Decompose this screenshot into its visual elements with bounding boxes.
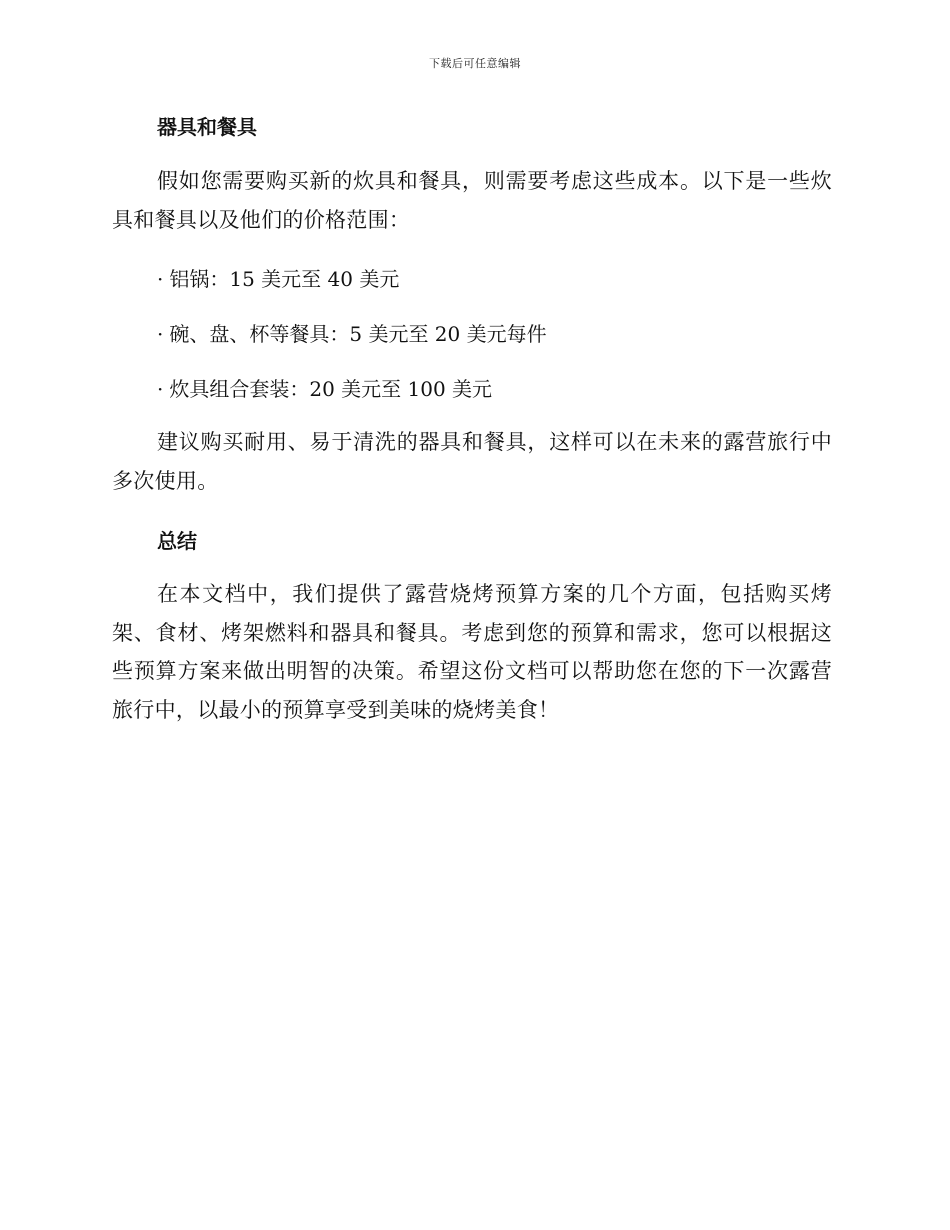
utensils-advice-paragraph: 建议购买耐用、易于清洗的器具和餐具，这样可以在未来的露营旅行中多次使用。 <box>112 430 832 493</box>
utensils-item-3 <box>112 374 832 404</box>
summary-body-block <box>112 575 832 729</box>
utensils-advice-block <box>112 423 832 500</box>
section-utensils <box>112 112 832 142</box>
utensils-item-1 <box>112 264 832 294</box>
section-title-summary: 总结 <box>157 529 197 553</box>
bullet-dot: · <box>157 322 164 346</box>
utensils-intro-block <box>112 162 832 239</box>
summary-paragraph: 在本文档中，我们提供了露营烧烤预算方案的几个方面，包括购买烤架、食材、烤架燃料和器具和餐具。考虑到您的预算和需求，您可以根据这些预算方案来做出明智的决策。希望这份文档可以帮助您在您的下一次露营旅行中，以最小的预算享受到美味的烧烤美食！ <box>112 582 832 722</box>
list-item: 炊具组合套装：20 美元至 100 美元 <box>169 377 493 401</box>
section-title-utensils: 器具和餐具 <box>157 115 257 139</box>
utensils-item-2 <box>112 319 832 349</box>
list-item: 铝锅：15 美元至 40 美元 <box>169 267 400 291</box>
utensils-intro-paragraph: 假如您需要购买新的炊具和餐具，则需要考虑这些成本。以下是一些炊具和餐具以及他们的价格范围： <box>112 169 832 232</box>
section-summary <box>112 526 832 556</box>
list-item: 碗、盘、杯等餐具：5 美元至 20 美元每件 <box>169 322 547 346</box>
bullet-dot: · <box>157 377 164 401</box>
header-note: 下载后可任意编辑 <box>429 57 521 70</box>
bullet-dot: · <box>157 267 164 291</box>
